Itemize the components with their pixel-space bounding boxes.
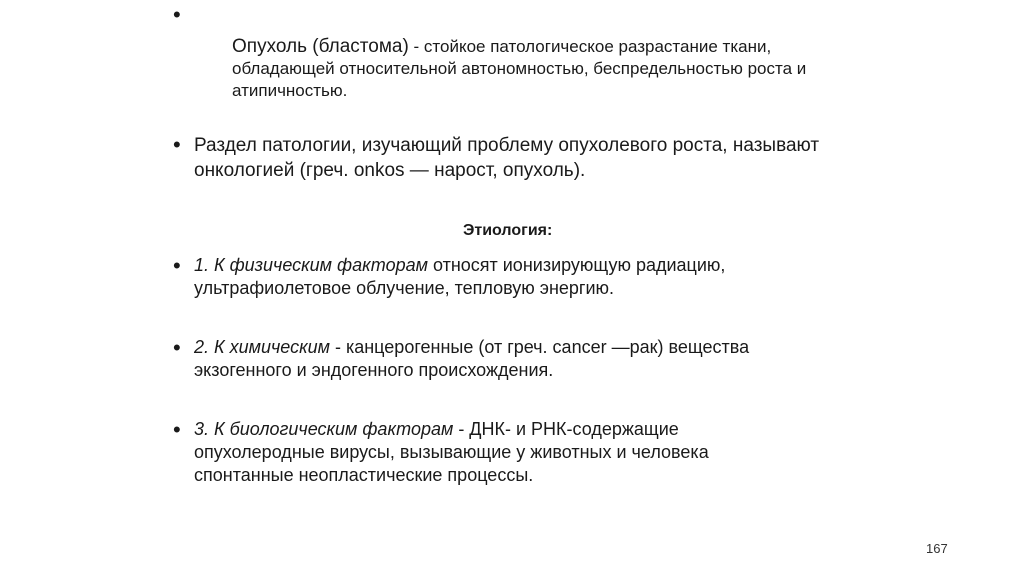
tumor-definition-line2: обладающей относительной автономностью, беспредельностью роста и	[232, 59, 807, 78]
physical-factors-title: 1. К физическим факторам	[194, 255, 428, 275]
tumor-definition-line1: - стойкое патологическое разрастание ткани,	[408, 37, 772, 56]
bullet-chemical: •	[173, 335, 181, 360]
bullet-physical: •	[173, 253, 181, 278]
biological-factors-title: 3. К биологическим факторам	[194, 419, 454, 439]
chemical-factors	[194, 336, 749, 382]
physical-factors-line2: ультрафиолетовое облучение, тепловую энергию.	[194, 278, 615, 298]
chemical-factors-title: 2. К химическим	[194, 337, 330, 357]
tumor-definition	[232, 36, 806, 102]
oncology-line2: онкологией (греч. onkos — нарост, опухоль).	[194, 160, 586, 181]
chemical-factors-line2: экзогенного и эндогенного происхождения.	[194, 360, 554, 380]
tumor-definition-line3: атипичностью.	[232, 81, 348, 100]
chemical-factors-line1: - канцерогенные (от греч. cancer —рак) вещества	[329, 337, 750, 357]
bullet-biological: •	[173, 417, 181, 442]
biological-factors-line2: опухолеродные вирусы, вызывающие у животных и человека	[194, 442, 709, 462]
physical-factors	[194, 254, 725, 300]
physical-factors-line1: относят ионизирующую радиацию,	[427, 255, 726, 275]
biological-factors-line1: - ДНК- и РНК-содержащие	[453, 419, 679, 439]
bullet-oncology: •	[173, 132, 181, 157]
oncology-definition	[194, 133, 819, 183]
bullet-empty: •	[173, 2, 181, 27]
etiology-heading: Этиология:	[463, 222, 553, 239]
biological-factors	[194, 418, 709, 487]
tumor-term: Опухоль (бластома)	[232, 36, 409, 57]
page-number: 167	[926, 541, 948, 556]
biological-factors-line3: спонтанные неопластические процессы.	[194, 465, 534, 485]
oncology-line1: Раздел патологии, изучающий проблему опухолевого роста, называют	[194, 135, 820, 156]
